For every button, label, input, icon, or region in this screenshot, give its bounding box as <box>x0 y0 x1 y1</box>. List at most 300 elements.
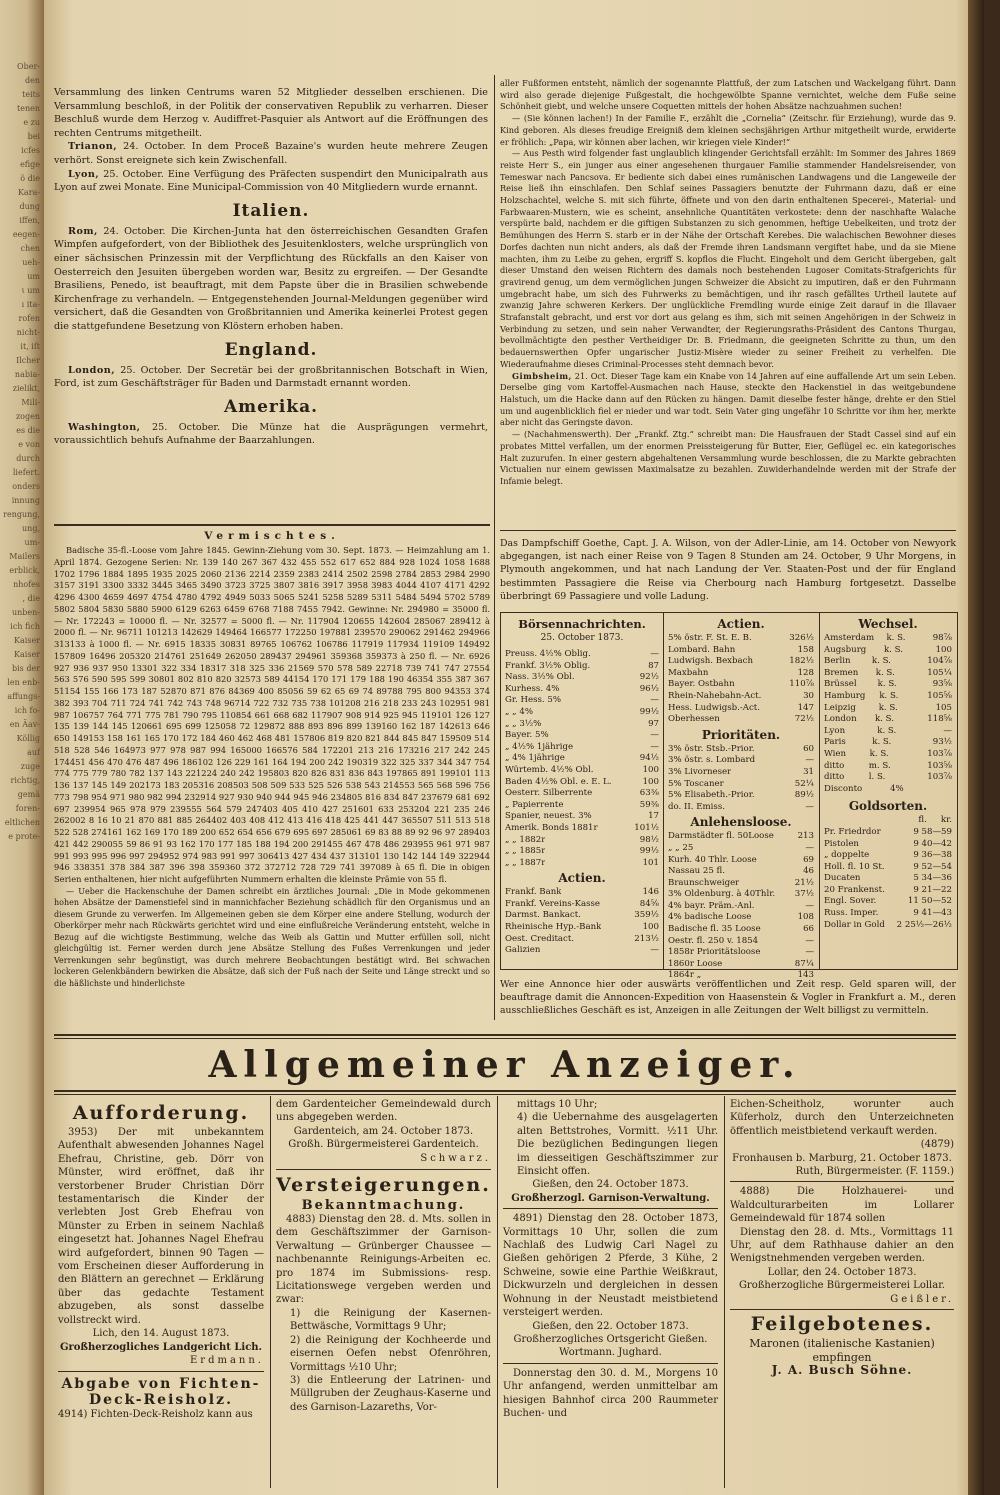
spine-word: Kaiser <box>14 636 40 645</box>
buchenholz-text: Donnerstag den 30. d. M., Morgens 10 Uhr anfangend, werden unmittelbar am hiesigen Bahnhof circa 200 Raummeter Buchen- und <box>503 1367 718 1419</box>
loan-row-cell: Nassau 25 fl. <box>668 866 725 877</box>
bond-row-cell: Baden 4½% Obl. e. E. L. <box>505 776 612 787</box>
gold-row <box>824 827 952 839</box>
loan-row-cell: „ „ 25 <box>668 842 694 853</box>
bond-row <box>505 672 659 684</box>
text-gimbsheim: 21. Oct. Dieser Tage kam ein Knabe von 14 Jahren auf eine auffallende Art um sein Leben. Derselbe ging vom Kartoffel-Ausmachen nach Hause, steckte den Hackenstiel in das weitgebundene Halstuch, um die Hacke dann auf den Rücken zu hängen. Damit dieselbe fester hänge, drehte er den Stiel um und augenblicklich fiel er nieder und war todt. Sein Vater ging ungefähr 10 Schritte vor ihm her, merkte aber nicht das Geringste davon. <box>500 370 956 428</box>
loan-row <box>668 878 814 890</box>
loan-row-cell: 1864r „ <box>668 970 702 981</box>
dateline-trianon: Trianon, <box>68 141 118 153</box>
bank-share-row-cell: Frankf. Bank <box>505 887 562 898</box>
gardenteich-authority: Großh. Bürgermeisterei Gardenteich. <box>288 1139 479 1151</box>
bond-row <box>505 800 659 812</box>
bond-row <box>505 661 659 673</box>
ad-separator <box>503 1363 718 1364</box>
exchange-row-cell: l. S. <box>868 772 886 783</box>
gold-row <box>824 896 952 908</box>
spine-word: len enb- <box>7 678 40 687</box>
newspaper-page <box>44 0 984 1495</box>
gold-row-cell: „ doppelte <box>824 850 870 861</box>
garnison-text-cont: mittags 10 Uhr; <box>517 1099 598 1110</box>
loan-row <box>668 912 814 924</box>
bond-row-cell: Spanier, neuest. 3% <box>505 811 592 822</box>
spine-word: onders <box>12 482 40 491</box>
exchange-row-cell: 103⅝ <box>927 760 952 771</box>
exchange-row-cell: Amsterdam <box>824 633 875 643</box>
exchange-row-cell: — <box>943 725 952 736</box>
bond-row <box>505 742 659 754</box>
spine-word: ö die <box>20 174 40 183</box>
loan-row <box>668 843 814 855</box>
bond-row-cell: Gr. Hess. 5% <box>505 695 561 706</box>
bond-row-cell: Würtemb. 4½% Obl. <box>505 764 594 775</box>
gold-row-cell: Engl. Sover. <box>824 896 877 907</box>
spine-word: teits <box>22 90 40 99</box>
spine-word: durch <box>16 454 40 463</box>
exchange-row <box>824 772 952 784</box>
bank-share-row-cell: 359½ <box>634 910 659 921</box>
feuilleton-paragraph-4 <box>500 371 956 430</box>
aktien2-title: Actien. <box>717 617 765 631</box>
gold-coins-list <box>824 827 952 931</box>
politics-paragraph-rom <box>54 225 488 334</box>
bank-share-row <box>505 887 659 899</box>
anzeiger-title: Allgemeiner Anzeiger. <box>208 1044 802 1086</box>
ad-separator <box>503 1208 718 1209</box>
loan-row <box>668 901 814 913</box>
railway-share-row <box>668 668 814 680</box>
gold-row-cell: 9 36—38 <box>913 850 952 861</box>
spine-word: nicht- <box>16 328 40 337</box>
exchange-row <box>824 656 952 668</box>
bank-share-row-cell: Darmst. Bankact. <box>505 910 581 921</box>
bond-row-cell: 101 <box>642 857 659 868</box>
priorities-list <box>668 744 814 814</box>
bond-row-cell: 97 <box>648 718 659 729</box>
dateline-lyon: Lyon, <box>68 168 100 180</box>
priority-row <box>668 802 814 814</box>
spine-word: rengung, <box>3 510 40 519</box>
bond-row-cell: Kurhess. 4% <box>505 683 560 694</box>
scheitholz-date: Fronhausen b. Marburg, 21. October 1873. <box>732 1152 952 1164</box>
loan-row-cell: 37½ <box>794 889 814 900</box>
bond-row <box>505 777 659 789</box>
priority-row <box>668 744 814 756</box>
boerse-col-1 <box>505 615 659 957</box>
bond-row-cell: „ Papierrente <box>505 799 564 810</box>
loan-row-cell: 1858r Prioritätsloose <box>668 947 761 958</box>
bond-row-cell: — <box>650 695 659 706</box>
feuilleton-paragraph-2: — (Sie können lachen!) In der Familie F., erzählt die „Cornelia“ (Zeitschr. für Erziehung), wurde das 9. Kind geboren. Als dieses freudige Ereigniß dem kleinen sechsjährigen Arthur mitgetheilt wurde, erwiderte er fröhlich: „Papa, wir können aber lachen, wir kriegen viele Kinder!“ <box>500 113 956 147</box>
exchange-row-cell: Wien <box>824 748 847 759</box>
bond-row <box>505 730 659 742</box>
spine-word: ι um <box>21 286 40 295</box>
exchange-row <box>824 761 952 773</box>
anzeiger-bottom-rule <box>54 1090 956 1095</box>
loan-row-cell: 69 <box>803 854 814 865</box>
exchange-row-cell: 98⅞ <box>932 633 952 643</box>
bekanntmachung-item-3: 3) die Entleerung der Latrinen- und Müllgruben der Zeughaus-Kaserne und des Garnison-Lazareths, Vor- <box>290 1374 491 1413</box>
bank-share-row <box>505 922 659 934</box>
bond-row-cell: 98½ <box>639 834 659 845</box>
loan-row <box>668 855 814 867</box>
ad-separator <box>730 1181 954 1182</box>
feuilleton-column <box>500 78 956 488</box>
gold-row-cell: Russ. Imper. <box>824 908 879 919</box>
nachlass-text: 4891) Dienstag den 28. October 1873, Vormittags 10 Uhr, sollen die zum Nachlaß des Ludwig Carl Nagel zu Gießen gehörigen 2 Pferde, 3 Kühe, 2 Schweine, sowie eine Parthie Weißkraut, Dickwurzeln und dergleichen in dessen Wohnung in der Neustadt meistbietend versteigert werden. <box>503 1213 718 1319</box>
exchange-row-cell: m. S. <box>868 760 891 771</box>
aufforderung-signature: Erdmann. <box>190 1354 264 1366</box>
priority-row-cell: 3% östr. Stsb.-Prior. <box>668 743 755 754</box>
railway-share-row-cell: 72½ <box>794 714 814 725</box>
exchange-row-cell: 104⅞ <box>927 656 952 667</box>
bond-row <box>505 695 659 707</box>
feilgebotenes-title: Feilgebotenes. <box>750 1313 934 1336</box>
bond-row-cell: Nass. 3½% Obl. <box>505 672 575 683</box>
exchange-row-cell: Hamburg <box>824 690 866 701</box>
ads-divider-3 <box>724 1096 725 1488</box>
exchange-row-cell: k. S. <box>875 667 895 678</box>
aktien1-title: Actien. <box>558 871 606 886</box>
spine-word: ich fich <box>10 622 40 631</box>
aufforderung-date: Lich, den 14. August 1873. <box>92 1328 230 1340</box>
spine-word: Kara- <box>17 188 40 197</box>
ad-separator <box>730 1309 954 1310</box>
loan-row <box>668 831 814 843</box>
gold-row-cell: 9 41—43 <box>913 908 952 919</box>
gardenteich-text: dem Gardenteicher Gemeindewald durch uns abgegeben werden. <box>276 1099 491 1124</box>
exchange-row-cell: 105⅝ <box>927 690 952 701</box>
loan-row-cell: Braunschweiger <box>668 877 740 888</box>
bond-row-cell: — <box>650 649 659 659</box>
steamship-notice: Das Dampfschiff Goethe, Capt. J. A. Wilson, von der Adler-Linie, am 14. October von Newyork abgegangen, ist nach einer Reise von 9 Tagen 8 Stunden am 24. October, 9 Uhr Morgens, in Plymouth angekommen, und hat nach Landung der Ver. Staaten-Post und der für England bestimmten Passagiere die Reise via Cherbourg nach Hamburg fortgesetzt. Dasselbe überbringt 69 Passagiere und volle Ladung. <box>500 538 956 602</box>
prio-title: Prioritäten. <box>701 727 781 742</box>
railway-share-row <box>668 645 814 657</box>
spine-word: Ober- <box>17 62 40 71</box>
bond-row-cell: Preuss. 4½% Oblig. <box>505 649 591 659</box>
loan-row <box>668 947 814 959</box>
gold-row-cell: 20 Frankenst. <box>824 884 885 895</box>
railway-share-row-cell: Hess. Ludwigsb.-Act. <box>668 702 760 713</box>
scheitholz-number: (4879) <box>920 1139 954 1151</box>
exchange-row-cell: Paris <box>824 737 846 748</box>
spine-word: e zu <box>23 118 40 127</box>
spine-word: Kaiser <box>14 650 40 659</box>
vermischtes-section <box>54 528 490 989</box>
exchange-row-cell: 103⅞ <box>927 748 952 759</box>
ads-column-3 <box>503 1098 718 1420</box>
aufforderung-text: 3953) Der mit unbekanntem Aufenthalt abwesenden Johannes Nagel Ehefrau, Christine, geb. Dörr von Münster, wird eröffnet, daß ihr verstorbener Bruder Christian Dörr testamentarisch die Kinder der verlebten Jost Greb Ehefrau von Münster zu Erben in seinem Nachlaß eingesetzt hat. Johannes Nagel Ehefrau wird aufgefordert, binnen 90 Tagen — vom Erscheinen dieser Aufforderung in den Blättern an gerechnet — Erklärung über das gedachte Testament abzugeben, als sonst dasselbe vollstreckt wird. <box>58 1127 264 1326</box>
spine-word: um <box>27 272 40 281</box>
aufforderung-authority: Großherzogliches Landgericht Lich. <box>59 1341 263 1353</box>
gold-row <box>824 885 952 897</box>
gold-header <box>824 815 952 827</box>
bond-row-cell: „ „ 1882r <box>505 834 546 845</box>
spine-word: es die <box>16 426 40 435</box>
exchange-row-cell: Leipzig <box>824 702 856 713</box>
anleihen-title: Anlehensloose. <box>690 815 792 830</box>
gold-row-cell: Pistolen <box>824 838 859 849</box>
gold-row-cell: 2 25½—26½ <box>896 919 952 930</box>
loan-row-cell: Oestr. fl. 250 v. 1854 <box>668 935 759 946</box>
spine-word: rofen <box>18 314 40 323</box>
exchange-row-cell: Berlin <box>824 656 851 667</box>
gold-row <box>824 862 952 874</box>
spine-word: bei <box>27 132 40 141</box>
bond-row-cell: 96½ <box>639 683 659 694</box>
loan-row-cell: 3% Oldenburg. à 40Thlr. <box>668 889 776 900</box>
railway-share-row-cell: Maxbahn <box>668 667 709 678</box>
loan-row <box>668 889 814 901</box>
bond-row-cell: 99½ <box>639 706 659 717</box>
gold-row-cell: Holl. fl. 10 St. <box>824 861 885 872</box>
exchange-row-cell: 118⅝ <box>927 714 952 725</box>
garnison-date: Gießen, den 24. October 1873. <box>532 1179 689 1191</box>
bank-share-row-cell: 100 <box>642 922 659 933</box>
spine-word: Köllig <box>16 734 40 743</box>
loan-row-cell: 1860r Loose <box>668 958 723 969</box>
priority-row-cell: 31 <box>803 766 814 777</box>
reisholz-text: 4914) Fichten-Deck-Reisholz kann aus <box>58 1409 253 1421</box>
spine-word: en Äav- <box>9 720 40 729</box>
exchange-row <box>824 784 952 796</box>
lollar-text-2: Dienstag den 28. d. Mts., Vormittags 11 Uhr, auf dem Rathhause dahier an den Wenigstnehmenden vergeben werden. <box>730 1226 954 1265</box>
ads-divider-2 <box>497 1096 498 1488</box>
exchange-row-cell: Augsburg <box>824 644 867 655</box>
bond-row <box>505 788 659 800</box>
bank-share-row <box>505 934 659 946</box>
spine-word: affungs- <box>7 692 40 701</box>
garnison-authority: Großherzogl. Garnison-Verwaltung. <box>511 1192 710 1204</box>
spine-word: unben- <box>11 608 40 617</box>
gold-title: Goldsorten. <box>848 799 928 814</box>
bond-row-cell: Bayer. 5% <box>505 730 549 741</box>
spine-word: zogen <box>15 412 40 421</box>
bank-share-row-cell: Rheinische Hyp.-Bank <box>505 922 602 933</box>
exchange-row-cell: k. S. <box>874 714 894 725</box>
spine-word: ueh- <box>22 258 40 267</box>
spine-word: ı ita- <box>21 300 40 309</box>
spine-word: ich fo- <box>14 706 40 715</box>
exchange-row-cell: k. S. <box>871 656 891 667</box>
priority-row-cell: 89½ <box>794 790 814 801</box>
vermischtes-heading: Vermischtes. <box>204 530 340 542</box>
ads-column-4 <box>730 1098 954 1377</box>
spine-word: it, iſt <box>20 342 40 351</box>
exchange-row-cell: k. S. <box>886 633 906 643</box>
bond-row-cell: 100 <box>642 776 659 787</box>
spine-word: liefert. <box>12 468 40 477</box>
railway-share-row-cell: Ludwigsh. Bexbach <box>668 656 753 667</box>
gold-row-cell: 5 34—36 <box>913 873 952 884</box>
railway-share-row-cell: 158 <box>797 644 814 655</box>
dateline-london: London, <box>68 364 116 376</box>
high-heels-article: — Ueber die Hackenschuhe der Damen schreibt ein ärztliches Journal: „Die in Mode gekommenen hohen Absätze der Damenstiefel sind in mannichfacher Beziehung schädlich für den Organismus und an diesem Grunde zu verwerfen. Im Allgemeinen geben sie dem Körper eine andere Stellung, wodurch der Oberkörper mehr nach Rückwärts gerichtet wird und eine einflußreiche Veränderung entsteht, welche in Bezug auf die wichtigste Bestimmung, welche das Weib als Gattin und Mutter erfüllen soll, nicht gleichgültig ist. Ferner werden durch jene Absätze Stellung des Fußes Verrenkungen und jeder Verrenkungen sehr begünstigt, was durch mehrere Beobachtungen bestätigt wird. Bei schwachen lockeren Gelenkbändern bewirken die Absätze, daß sich der Fuß nach der Seite und Länge streckt und so die häßlichste und hinderlichste <box>54 886 490 988</box>
politics-paragraph-trianon <box>54 140 488 167</box>
bond-row-cell: 17 <box>648 811 659 822</box>
priority-row-cell: 60 <box>803 743 814 754</box>
spine-word: Mili- <box>21 398 40 407</box>
bond-row-cell: 101½ <box>634 822 659 833</box>
adjacent-page-margin <box>0 0 44 1495</box>
loan-row-cell: 4% bayr. Präm.-Anl. <box>668 900 755 911</box>
gold-row <box>824 920 952 932</box>
bond-row-cell: Amerik. Bonds 1881r <box>505 822 598 833</box>
stock-exchange-box <box>500 612 958 981</box>
reisholz-title: Abgabe von Fichten-Deck-Reisholz. <box>61 1376 261 1409</box>
bond-row-cell: 99½ <box>639 846 659 857</box>
spine-word: , die <box>22 594 40 603</box>
boerse-col-2 <box>668 615 814 982</box>
exchange-row-cell: k. S. <box>878 702 898 713</box>
bank-share-row <box>505 899 659 911</box>
aufforderung-title: Aufforderung. <box>72 1102 250 1124</box>
priority-row-cell: — <box>805 801 814 812</box>
exchange-row <box>824 668 952 680</box>
railway-share-row-cell: 30 <box>803 690 814 701</box>
text-washington: 25. October. Die Münze hat die Ausprägungen vermehrt, voraussichtlich behufs Aufnahme der Baarzahlungen. <box>54 421 488 447</box>
text-rom: 24. October. Die Kirchen-Junta hat den österreichischen Gesandten Grafen Wimpfen aufgefordert, von der Bibliothek des Jesuitenklosters, welche ursprünglich von einer sächsischen Prinzessin mit der Verpflichtung des Rückfalls an den Kaiser von Oesterreich den Jesuiten übergeben worden war, Besitz zu ergreifen. — Der Gesandte Brasiliens, Penedo, ist beauftragt, mit dem Papste über die in Brasilien schwebende Kirchenfrage zu verhandeln. — Entgegenstehenden Journal-Meldungen gegenüber wird versichert, daß die Gesandten von Großbritannien und Amerika keinerlei Protest gegen die stattgefundene Besetzung von Klöstern erhoben haben. <box>54 225 488 332</box>
spine-word: iffen, <box>19 216 40 225</box>
railway-share-row-cell: 147 <box>797 702 814 713</box>
exchange-row <box>824 633 952 645</box>
politics-paragraph-washington <box>54 421 488 448</box>
bond-row-cell: „ „ 1887r <box>505 857 546 868</box>
railway-share-row-cell: 128 <box>797 667 814 678</box>
priority-row-cell: — <box>805 755 814 766</box>
text-trianon: 24. October. In dem Proceß Bazaine's wurden heute mehrere Zeugen verhört. Sonst ereignete sich kein Zwischenfall. <box>54 141 488 166</box>
railway-share-row-cell: Bayer. Ostbahn <box>668 679 735 690</box>
ads-divider-1 <box>270 1096 271 1488</box>
bond-row-cell: 92½ <box>639 672 659 683</box>
gold-row-cell: 9 58—59 <box>913 826 952 837</box>
spine-word: eegen- <box>12 230 40 239</box>
gold-row <box>824 908 952 920</box>
priority-row <box>668 767 814 779</box>
heading-amerika: Amerika. <box>223 396 319 417</box>
spine-word: eltlichen <box>4 818 40 827</box>
exchange-row <box>824 679 952 691</box>
exchange-row-cell: k. S. <box>883 644 903 655</box>
bond-row <box>505 753 659 765</box>
heading-italien: Italien. <box>232 200 310 221</box>
spine-word: richtig, <box>10 776 40 785</box>
bond-row <box>505 684 659 696</box>
exchange-row <box>824 726 952 738</box>
loan-row <box>668 924 814 936</box>
bond-row-cell: — <box>650 730 659 741</box>
lottery-results: Badische 35-fl.-Loose vom Jahre 1845. Gewinn-Ziehung vom 30. Sept. 1873. — Heimzahlung am 1. April 1874. Gezogene Serien: Nr. 139 140 267 367 432 455 552 617 652 884 928 1024 1058 1688 1702 1796 1884 1895 1935 2025 2060 2136 2214 2359 2383 2414 2502 2598 2784 2853 2984 2990 3157 3191 3300 3332 3445 3465 3490 3723 3725 3807 3816 3917 3958 3983 4044 4107 4171 4292 4296 4300 4659 4697 4754 4780 4792 4949 5033 5065 5241 5258 5289 5311 5484 5494 5702 5789 5802 5804 5830 5880 5900 6129 6263 6459 6768 7188 7455 7942. Gewinne: Nr. 294980 = 35000 fl. — Nr. 172243 = 10000 fl. — Nr. 32577 = 5000 fl. — Nr. 117904 120655 142604 285067 289412 à 2000 fl. — Nr. 96711 101213 142629 149464 166577 172250 197881 239570 290062 291462 294966 313133 à 1000 fl. — Nr. 6915 18335 30831 89765 106762 106786 117919 117934 119109 149492 157809 16496 205320 214761 251649 262050 289437 294961 359368 359373 à 250 fl. — Nr. 6926 927 936 937 950 13301 322 334 18317 318 325 336 21569 570 578 589 22718 739 741 747 27554 563 576 590 595 599 30801 802 810 820 32573 589 44154 170 171 179 188 190 46354 355 387 367 51154 155 166 173 187 52870 871 876 84369 400 85056 59 62 65 69 74 89788 795 800 94353 374 382 393 704 711 724 741 742 743 748 96714 722 732 735 738 101208 216 218 233 243 102951 981 987 106757 764 771 775 781 790 795 110854 661 668 682 117907 908 914 925 945 119101 126 127 135 139 144 145 120661 695 699 125058 72 129872 888 893 896 899 139160 162 187 142613 646 650 149153 158 161 165 170 172 184 460 462 468 481 157806 819 820 821 844 845 847 159509 514 518 528 546 164973 977 978 987 994 165000 166576 584 172201 213 216 173216 217 242 245 174451 456 470 476 487 496 186102 126 229 161 164 194 200 242 190319 322 325 337 344 347 754 774 775 779 780 782 137 143 221224 240 242 195803 820 826 831 836 843 197865 891 199101 113 136 137 145 149 202173 183 205316 208503 508 509 533 525 526 538 543 214553 565 568 596 756 773 798 954 971 980 982 994 232914 927 930 940 944 945 946 234805 816 834 847 237679 681 692 697 239954 965 978 979 239555 564 579 247403 405 410 427 251601 633 253204 221 235 246 262002 8 16 10 21 870 881 885 264402 403 408 412 413 416 418 425 441 447 365507 511 513 518 522 528 274161 162 169 170 189 200 652 654 656 679 695 697 285061 69 83 88 89 92 96 97 289403 421 442 290055 59 86 91 93 162 170 177 185 188 194 200 291455 467 478 486 293955 961 971 987 991 993 995 996 997 294952 974 983 991 997 306413 427 434 437 313101 130 142 144 149 322944 946 338351 378 384 387 396 398 359360 372 372712 728 729 741 397089 à 65 fl. Die in obigen Serien enthaltenen, hier nicht aufgeführten Nummern erhalten die kleinste Prämie von 55 fl. <box>54 545 490 884</box>
priority-row <box>668 755 814 767</box>
bond-row-cell: „ „ 1885r <box>505 846 546 857</box>
bank-share-row <box>505 910 659 922</box>
bank-share-row <box>505 945 659 957</box>
spine-word: zielikt, <box>12 384 40 393</box>
spine-word: den <box>24 76 40 85</box>
railway-share-row-cell: 326½ <box>789 633 814 643</box>
nachlass-signature: Wortmann. Jughard. <box>559 1347 662 1359</box>
gold-row <box>824 873 952 885</box>
bond-row-cell: 87 <box>648 660 659 671</box>
politics-column <box>54 86 488 448</box>
exchange-row-cell: ditto <box>824 772 845 783</box>
exchange-row-cell: Disconto <box>824 783 863 794</box>
gold-row <box>824 839 952 851</box>
bond-row-cell: 63⅜ <box>639 788 659 799</box>
bond-row <box>505 846 659 858</box>
spine-word: nhofes <box>13 580 40 589</box>
gardenteich-date: Gardenteich, am 24. October 1873. <box>293 1125 474 1137</box>
railway-share-row-cell: 182½ <box>789 656 814 667</box>
gold-header-kr: kr. <box>940 815 952 826</box>
bond-row <box>505 811 659 823</box>
exchange-row <box>824 749 952 761</box>
exchange-row-cell: Lyon <box>824 725 846 736</box>
loan-row-cell: Darmstädter fl. 50Loose <box>668 831 774 842</box>
bank-share-row-cell: Oest. Creditact. <box>505 933 575 944</box>
lollar-date: Lollar, den 24. October 1873. <box>767 1266 917 1278</box>
boerse-divider-1 <box>663 613 664 969</box>
spine-word: e von <box>18 440 40 449</box>
loan-row <box>668 959 814 971</box>
spine-word: efige <box>20 160 40 169</box>
book-edge <box>968 0 984 1495</box>
advertising-agency-notice: Wer eine Annonce hier oder auswärts veröffentlichen und Zeit resp. Geld sparen will, der beauftrage damit die Annoncen-Expedition von Haasenstein & Vogler in Frankfurt a. M., deren ausschließliches Geschäft es ist, Anzeigen in alle Zeitungen der Welt billigst zu vermitteln. <box>500 979 956 1016</box>
exchange-row-cell: 93⅝ <box>932 679 952 690</box>
bank-share-row-cell: 146 <box>642 887 659 898</box>
spine-word: nabia- <box>14 370 40 379</box>
bank-share-row-cell: Frankf. Vereins-Kasse <box>505 898 601 909</box>
bond-row <box>505 719 659 731</box>
lottery-loans-list <box>668 831 814 982</box>
gold-row-cell: Pr. Friedrdor <box>824 826 881 837</box>
spine-word: dung <box>19 202 40 211</box>
versteigerungen-title: Versteigerungen. <box>276 1174 491 1197</box>
bond-row <box>505 835 659 847</box>
steamship-top-rule <box>500 530 956 531</box>
loan-row-cell: 46 <box>803 866 814 877</box>
loan-row <box>668 936 814 948</box>
maronen-text: Maronen (italienische Kastanien) empfingen <box>749 1337 935 1364</box>
bekanntmachung-title: Bekanntmachung. <box>301 1198 466 1214</box>
loan-row-cell: — <box>805 900 814 911</box>
exchange-row-cell: ditto <box>824 760 845 771</box>
bank-share-row-cell: 213½ <box>634 933 659 944</box>
loan-row-cell: — <box>805 842 814 853</box>
nachlass-date: Gießen, den 22. October 1873. <box>532 1320 689 1332</box>
feuilleton-paragraph-5: — (Nachahmenswerth). Der „Frankf. Ztg.“ schreibt man: Die Hausfrauen der Stadt Cassel sind auf ein probates Mittel verfallen, um der enormen Preissteigerung für Butter, Eier, Geflügel ec. ein kategorisches Halt zuzurufen. In einer gestern abgehaltenen Versammlung wurde beschlossen, die zu Markte gebrachten Victualien nur einem gewissen Maximalsatze zu bezahlen. Zuwiderhandelnde werden mit der Strafe der Infamie belegt. <box>500 429 956 486</box>
spine-word: auf <box>27 748 40 757</box>
anzeiger-top-rule <box>54 1034 956 1039</box>
bank-share-row-cell: — <box>650 945 659 956</box>
railway-shares-list <box>668 633 814 726</box>
bekanntmachung-item-2: 2) die Reinigung der Kochheerde und eisernen Oefen nebst Ofenröhren, Vormittags ½10 Uhr; <box>290 1334 491 1373</box>
priority-row <box>668 779 814 791</box>
wechsel-title: Wechsel. <box>858 617 918 631</box>
priority-row-cell: 5% Elisabeth.-Prior. <box>668 790 755 801</box>
exchange-row <box>824 645 952 657</box>
lollar-text: 4888) Die Holzhauerei- und Waldculturarbeiten im Lollarer Gemeindewald für 1874 sollen <box>730 1186 954 1225</box>
bond-row-cell: 94½ <box>639 753 659 764</box>
bond-row <box>505 707 659 719</box>
exchange-row-cell: 4% <box>890 783 904 794</box>
spine-word: tenen <box>17 104 40 113</box>
boerse-col-3 <box>824 615 952 931</box>
railway-share-row <box>668 633 814 645</box>
priority-row-cell: 5% Toscaner <box>668 778 724 789</box>
gold-row-cell: Ducaten <box>824 873 861 884</box>
exchange-row-cell: London <box>824 714 857 725</box>
